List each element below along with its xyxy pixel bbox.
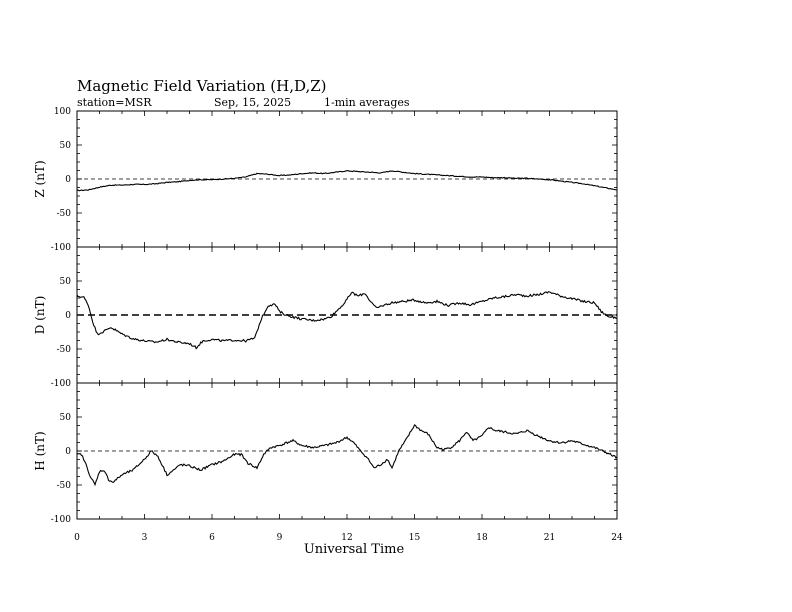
y-axis-label: D (nT) (33, 295, 47, 335)
y-tick-label: 50 (59, 413, 71, 423)
x-tick-label: 15 (408, 533, 421, 543)
station-label: station=MSR (77, 96, 152, 109)
x-axis-label: Universal Time (303, 542, 405, 557)
y-tick-label: -100 (50, 243, 71, 253)
y-tick-label: -50 (56, 209, 71, 219)
panel-d (33, 247, 617, 389)
y-tick-label: 100 (53, 107, 71, 117)
y-tick-label: -100 (50, 515, 71, 525)
y-tick-label: 0 (65, 447, 71, 457)
x-tick-label: 0 (74, 533, 80, 543)
x-tick-label: 24 (611, 533, 623, 543)
series-line-z (77, 171, 617, 191)
chart-title: Magnetic Field Variation (H,D,Z) (77, 77, 327, 95)
y-tick-label: -50 (56, 345, 71, 355)
y-tick-label: 0 (65, 175, 71, 185)
x-tick-label: 3 (141, 533, 148, 543)
x-tick-label: 12 (341, 533, 353, 543)
y-tick-label: 50 (59, 141, 71, 151)
panel-z (33, 107, 617, 253)
y-axis-label: H (nT) (33, 431, 47, 471)
panel-h (33, 383, 617, 525)
series-line-h (77, 425, 617, 485)
x-tick-label: 21 (543, 533, 556, 543)
x-tick-label: 18 (476, 533, 488, 543)
y-tick-label: 50 (59, 277, 71, 287)
y-tick-label: -100 (50, 379, 71, 389)
y-tick-label: -50 (56, 481, 71, 491)
x-tick-label: 9 (276, 533, 283, 543)
x-tick-label: 6 (209, 533, 215, 543)
y-axis-label: Z (nT) (33, 160, 47, 198)
date-label: Sep, 15, 2025 (214, 96, 292, 109)
panels-group (33, 107, 617, 525)
series-line-d (77, 292, 617, 349)
averaging-label: 1-min averages (324, 96, 410, 109)
y-tick-label: 0 (65, 311, 71, 321)
